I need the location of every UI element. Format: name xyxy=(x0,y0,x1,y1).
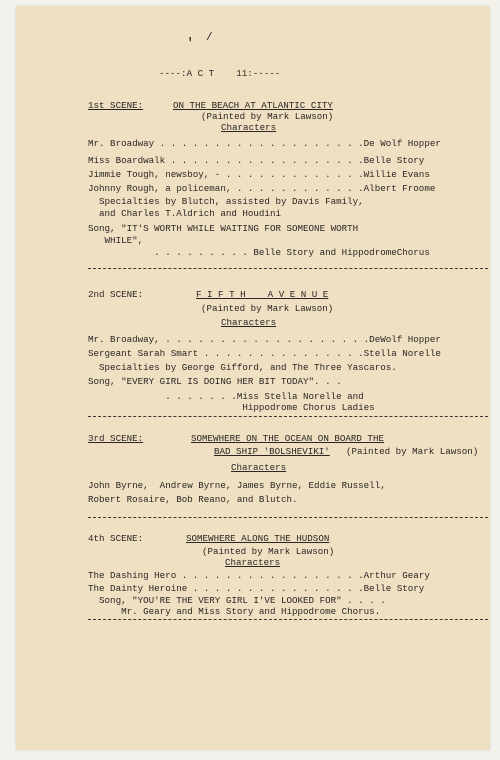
divider xyxy=(88,517,488,518)
song-line: Song, "YOU'RE THE VERY GIRL I'VE LOOKED FOR" . . . . xyxy=(88,595,386,606)
specialties-line: and Charles T.Aldrich and Houdini xyxy=(88,208,281,219)
song-line: WHILE", xyxy=(88,235,144,246)
cast-line: John Byrne, Andrew Byrne, James Byrne, Eddie Russell, xyxy=(88,480,386,491)
scene-painter: (Painted by Mark Lawson) xyxy=(201,111,334,122)
song-line: Song, "IT'S WORTH WHILE WAITING FOR SOMEONE WORTH xyxy=(88,223,359,234)
cast-line: The Dashing Hero . . . . . . . . . . . . . . . . .Arthur Geary xyxy=(88,570,430,581)
cast-line: The Dainty Heroine . . . . . . . . . . . . . . . .Belle Story xyxy=(88,583,425,594)
scene-title: SOMEWHERE ALONG THE HUDSON xyxy=(186,533,330,544)
characters-heading: Characters xyxy=(221,317,277,328)
scene-title: F I F T H A V E N U E xyxy=(196,289,329,300)
cast-line: Mr. Broadway, . . . . . . . . . . . . . . . . . . .DeWolf Hopper xyxy=(88,334,441,345)
song-line: Mr. Geary and Miss Story and Hippodrome Chorus. xyxy=(88,606,381,617)
scene-painter: (Painted by Mark Lawson) xyxy=(346,446,479,457)
song-line: . . . . . . .Miss Stella Norelle and xyxy=(88,391,364,402)
scene-title: BAD SHIP 'BOLSHEVIKI' xyxy=(214,446,330,457)
song-line: Hippodrome Chorus Ladies xyxy=(88,402,375,413)
cast-line: Jimmie Tough, newsboy, - . . . . . . . . . . . . .Willie Evans xyxy=(88,169,430,180)
scene-label: 1st SCENE: xyxy=(88,100,144,111)
scene-label: 4th SCENE: xyxy=(88,533,144,544)
specialties-line: Specialties by Blutch, assisted by Davis Family, xyxy=(88,196,364,207)
characters-heading: Characters xyxy=(221,122,277,133)
scene-painter: (Painted by Mark Lawson) xyxy=(202,546,335,557)
song-line: . . . . . . . . . Belle Story and HippodromeChorus xyxy=(88,247,430,258)
divider xyxy=(88,268,488,269)
cast-line: Robert Rosaire, Bob Reano, and Blutch. xyxy=(88,494,298,505)
divider xyxy=(88,416,488,417)
scene-title: ON THE BEACH AT ATLANTIC CITY xyxy=(173,100,333,111)
scene-label: 2nd SCENE: xyxy=(88,289,144,300)
divider xyxy=(88,619,488,620)
specialties-line: Specialties by George Gifford, and The Three Yascaros. xyxy=(88,362,397,373)
song-line: Song, "EVERY GIRL IS DOING HER BIT TODAY". . . xyxy=(88,376,342,387)
cast-line: Mr. Broadway . . . . . . . . . . . . . . . . . . .De Wolf Hopper xyxy=(88,138,441,149)
characters-heading: Characters xyxy=(231,462,287,473)
characters-heading: Characters xyxy=(225,557,281,568)
ink-mark: ' xyxy=(186,36,195,52)
cast-line: Johnny Rough, a policeman, . . . . . . . . . . . .Albert Froome xyxy=(88,183,436,194)
scene-painter: (Painted by Mark Lawson) xyxy=(201,303,334,314)
cast-line: Sergeant Sarah Smart . . . . . . . . . . . . . . .Stella Norelle xyxy=(88,348,441,359)
scene-title: SOMEWHERE ON THE OCEAN ON BOARD THE xyxy=(191,433,384,444)
ink-mark: / xyxy=(206,32,213,44)
act-heading: ----:A C T 11:----- xyxy=(159,68,281,79)
scene-label: 3rd SCENE: xyxy=(88,433,144,444)
document-page xyxy=(16,6,490,750)
cast-line: Miss Boardwalk . . . . . . . . . . . . . . . . . .Belle Story xyxy=(88,155,425,166)
